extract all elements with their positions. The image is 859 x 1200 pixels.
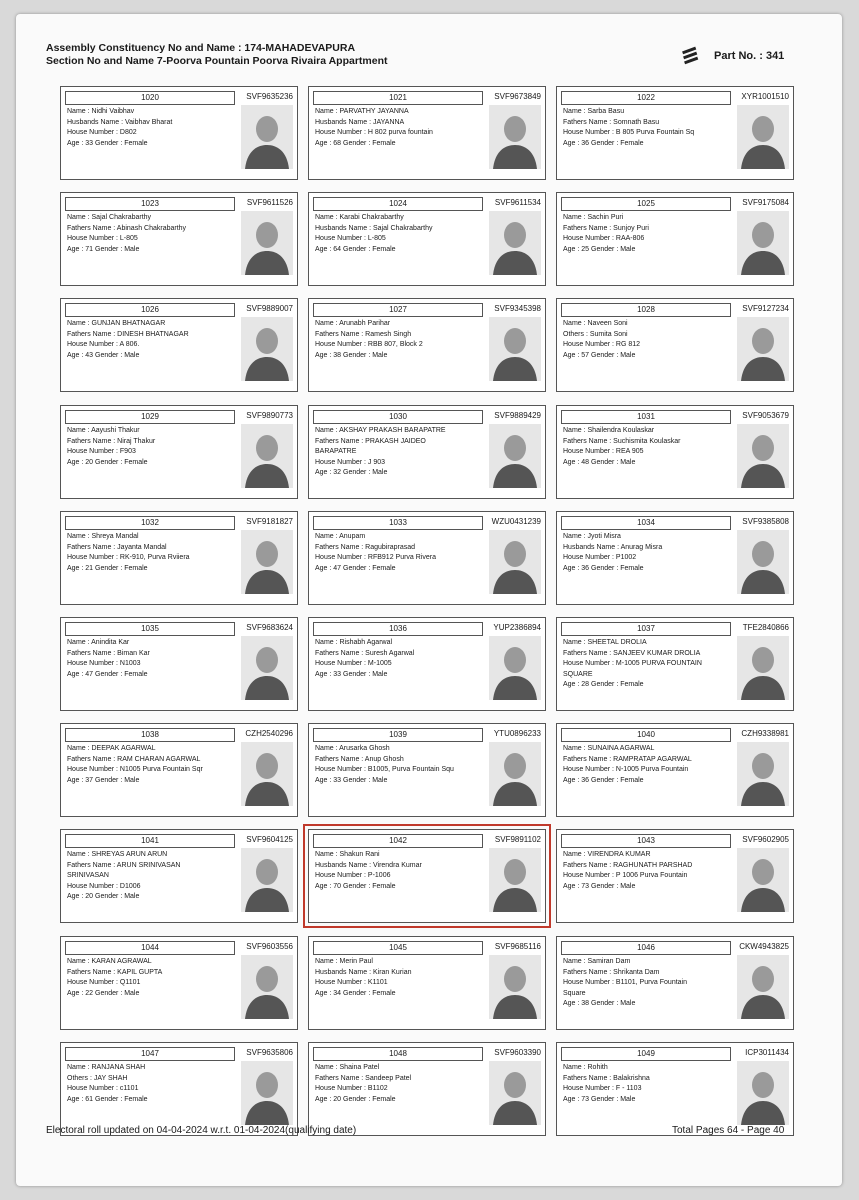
voter-detail-line: Husbands Name : Sajal Chakrabarthy [315,224,433,232]
voter-photo [737,1061,789,1125]
voter-card [60,192,298,286]
serial-number: 1048 [313,1047,483,1061]
voter-card [60,829,298,923]
epic-number: SVF9685116 [494,942,541,951]
voter-detail-line: Name : Rishabh Agarwal [315,639,393,646]
voter-photo [241,211,293,275]
voter-detail-line: Age : 38 Gender : Male [563,1000,636,1008]
voter-detail-line: Fathers Name : Balakrishna [563,1074,650,1082]
voter-photo [737,530,789,594]
voter-detail-line: Others : JAY SHAH [67,1074,128,1082]
voter-detail-line: House Number : RK-910, Purva Rviiera [67,554,190,562]
voter-photo [737,211,789,275]
voter-card [556,936,794,1030]
voter-detail-line: Husbands Name : Anurag Misra [563,543,663,551]
voter-detail-line: Fathers Name : RAGHUNATH PARSHAD [563,861,693,869]
voter-detail-line: Name : Shaina Patel [315,1064,380,1071]
voter-detail-line: Age : 47 Gender : Female [315,564,396,572]
voter-detail-line: Husbands Name : JAYANNA [315,118,405,126]
voter-details [315,638,485,680]
voter-detail-line: Fathers Name : RAMPRATAP AGARWAL [563,755,692,763]
voter-detail-line: Age : 36 Gender : Female [563,564,644,572]
voter-detail-line: Name : Naveen Soni [563,320,628,327]
voter-photo [241,424,293,488]
voter-detail-line: House Number : D802 [67,129,137,137]
voter-details [563,1063,733,1105]
epic-number: XYR1001510 [741,92,789,101]
serial-number: 1020 [65,91,235,105]
epic-number: SVF9175084 [742,198,789,207]
voter-detail-line: House Number : RFB912 Purva Rivera [315,554,436,562]
voter-detail-line: Name : Arusarka Ghosh [315,745,390,752]
voter-detail-line: Fathers Name : Ramesh Singh [315,330,412,338]
voter-photo [489,530,541,594]
voter-detail-line: Husbands Name : Kiran Kurian [315,968,412,976]
voter-detail-line: House Number : P1002 [563,554,637,562]
epic-number: WZU0431239 [491,517,541,526]
voter-details [315,213,485,255]
voter-detail-line: Age : 70 Gender : Female [315,882,396,890]
voter-details [563,957,733,1010]
voter-detail-line: Name : SHREYAS ARUN ARUN [67,851,168,858]
voter-card [556,405,794,499]
voter-detail-line: House Number : c1101 [67,1085,139,1093]
voter-details [563,744,733,786]
voter-photo [241,1061,293,1125]
voter-details [67,1063,237,1105]
voter-photo [489,636,541,700]
voter-detail-line: Name : Samiran Dam [563,958,631,965]
voter-detail-line: House Number : N1005 Purva Fountain Sqr [67,766,203,774]
voter-details [67,850,237,903]
voter-photo [489,955,541,1019]
voter-details [563,107,733,149]
voter-photo [489,211,541,275]
voter-detail-line: House Number : B1005, Purva Fountain Squ [315,766,454,774]
voter-card [556,617,794,711]
voter-detail-line: Fathers Name : SANJEEV KUMAR DROLIA [563,649,701,657]
voter-photo [241,848,293,912]
epic-number: CZH2540296 [245,729,293,738]
epic-number: SVF9603390 [494,1048,541,1057]
serial-number: 1040 [561,728,731,742]
epic-number: SVF9635236 [246,92,293,101]
voter-detail-line: House Number : B1102 [315,1085,388,1093]
voter-detail-line: House Number : F903 [67,448,136,456]
voter-detail-line: House Number : K1101 [315,979,388,987]
voter-detail-line: Name : DEEPAK AGARWAL [67,745,156,752]
voter-detail-line: Fathers Name : PRAKASH JAIDEO [315,437,426,445]
voter-card [60,723,298,817]
serial-number: 1037 [561,622,731,636]
voter-detail-line: Age : 32 Gender : Male [315,469,388,477]
voter-detail-line: Name : Sarba Basu [563,108,625,115]
voter-card [556,723,794,817]
epic-number: SVF9181827 [246,517,293,526]
serial-number: 1022 [561,91,731,105]
serial-number: 1047 [65,1047,235,1061]
footer-update-date: Electoral roll updated on 04-04-2024 w.r.t. 01-04-2024(qualifying date) [46,1125,357,1136]
serial-number: 1032 [65,516,235,530]
voter-detail-line: House Number : M-1005 PURVA FOUNTAIN [563,660,702,668]
voter-details [563,426,733,468]
voter-detail-line: Fathers Name : Suresh Agarwal [315,649,415,657]
voter-detail-line: House Number : RG 812 [563,341,641,349]
voter-detail-line: Age : 48 Gender : Male [563,458,636,466]
serial-number: 1021 [313,91,483,105]
epic-number: SVF9889429 [494,411,541,420]
voter-details [563,638,733,691]
voter-photo [241,742,293,806]
voter-detail-line: Name : PARVATHY JAYANNA [315,108,409,115]
voter-details [67,213,237,255]
epic-number: SVF9683624 [246,623,293,632]
serial-number: 1036 [313,622,483,636]
voter-detail-line: Age : 36 Gender : Female [563,139,644,147]
voter-detail-line: Name : Karabi Chakrabarthy [315,214,404,221]
voter-card [60,1042,298,1136]
voter-photo [241,530,293,594]
voter-details [67,532,237,574]
serial-number: 1046 [561,941,731,955]
voter-detail-line: House Number : RAA-806 [563,235,645,243]
voter-detail-line: House Number : M-1005 [315,660,392,668]
voter-details [315,1063,485,1105]
voter-detail-line: House Number : N1003 [67,660,141,668]
voter-photo [737,105,789,169]
voter-details [563,850,733,892]
epic-number: SVF9604125 [246,835,293,844]
voter-detail-line: Age : 22 Gender : Male [67,989,140,997]
voter-detail-line: Husbands Name : Virendra Kumar [315,861,422,869]
serial-number: 1049 [561,1047,731,1061]
epic-number: YUP2386894 [493,623,541,632]
voter-detail-line: House Number : P 1006 Purva Fountain [563,872,688,880]
voter-details [315,532,485,574]
voter-detail-line: Name : Aayushi Thakur [67,427,140,434]
voter-detail-line: Fathers Name : Niraj Thakur [67,437,156,445]
voter-detail-line: Name : Nidhi Vaibhav [67,108,135,115]
voter-detail-line: Fathers Name : Jayanta Mandal [67,543,167,551]
voter-detail-line: Square [563,989,586,997]
voter-photo [737,636,789,700]
epic-number: SVF9603556 [246,942,293,951]
voter-detail-line: Age : 33 Gender : Male [315,776,388,784]
voter-details [315,426,485,479]
serial-number: 1043 [561,834,731,848]
serial-number: 1029 [65,410,235,424]
voter-detail-line: Fathers Name : Ragubiraprasad [315,543,415,551]
voter-detail-line: Name : Jyoti Misra [563,533,621,540]
voter-card [308,86,546,180]
voter-card [60,86,298,180]
serial-number: 1028 [561,303,731,317]
epic-number: SVF9611526 [246,198,293,207]
voter-detail-line: Age : 25 Gender : Male [563,245,636,253]
voter-detail-line: Fathers Name : Suchismita Koulaskar [563,437,681,445]
voter-details [67,744,237,786]
voter-detail-line: Others : Sumita Soni [563,330,628,338]
voter-photo [737,848,789,912]
voter-detail-line: Name : AKSHAY PRAKASH BARAPATRE [315,427,446,434]
voter-detail-line: Name : Sajal Chakrabarthy [67,214,152,221]
epic-number: SVF9345398 [494,304,541,313]
part-number-block [680,46,784,66]
serial-number: 1031 [561,410,731,424]
voter-card [556,192,794,286]
voter-card [308,723,546,817]
voter-detail-line: Age : 33 Gender : Female [67,139,148,147]
voter-detail-line: House Number : N-1005 Purva Fountain [563,766,689,774]
voter-detail-line: House Number : Q1101 [67,979,141,987]
voter-detail-line: House Number : B1101, Purva Fountain [563,979,687,987]
voter-detail-line: Age : 28 Gender : Female [563,681,644,689]
voter-card [308,617,546,711]
epic-number: SVF9385808 [742,517,789,526]
epic-number: CZH9338981 [741,729,789,738]
voter-detail-line: Age : 20 Gender : Female [67,458,148,466]
serial-number: 1026 [65,303,235,317]
section-title: Section No and Name 7-Poorva Pountain Poorva Rivaira Appartment [46,55,388,67]
voter-details [315,107,485,149]
voter-card [556,86,794,180]
voter-detail-line: Fathers Name : Somnath Basu [563,118,660,126]
voter-detail-line: Fathers Name : KAPIL GUPTA [67,968,163,976]
voter-photo [737,317,789,381]
epic-number: SVF9891102 [494,835,541,844]
serial-number: 1035 [65,622,235,636]
epic-number: SVF9127234 [742,304,789,313]
constituency-title: Assembly Constituency No and Name : 174-MAHADEVAPURA [46,42,356,54]
voter-detail-line: Age : 47 Gender : Female [67,670,148,678]
epic-number: TFE2840866 [742,623,789,632]
voter-photo [489,1061,541,1125]
serial-number: 1038 [65,728,235,742]
voter-photo [489,848,541,912]
voter-detail-line: Name : SHEETAL DROLIA [563,639,647,646]
voter-detail-line: Age : 20 Gender : Male [67,893,140,901]
voter-photo [241,317,293,381]
voter-detail-line: Fathers Name : Sandeep Patel [315,1074,412,1082]
voter-card [308,405,546,499]
voter-detail-line: Age : 73 Gender : Male [563,882,636,890]
voter-detail-line: Age : 36 Gender : Female [563,776,644,784]
voter-card [308,936,546,1030]
voter-detail-line: Fathers Name : Shrikanta Dam [563,968,660,976]
voter-details [67,107,237,149]
voter-card [556,829,794,923]
epic-number: SVF9635806 [246,1048,293,1057]
voter-detail-line: Fathers Name : RAM CHARAN AGARWAL [67,755,201,763]
voter-photo [241,636,293,700]
serial-number: 1024 [313,197,483,211]
voter-detail-line: House Number : REA 905 [563,448,644,456]
epic-number: SVF9611534 [494,198,541,207]
voter-photo [489,742,541,806]
voter-detail-line: Age : 71 Gender : Male [67,245,140,253]
voter-detail-line: SQUARE [563,670,593,678]
voter-photo [489,105,541,169]
voter-detail-line: House Number : H 802 purva fountain [315,129,433,137]
voter-detail-line: House Number : B 805 Purva Fountain Sq [563,129,695,137]
voter-detail-line: Name : Rohith [563,1064,608,1071]
voter-detail-line: Age : 34 Gender : Female [315,989,396,997]
voter-detail-line: House Number : L-805 [67,235,138,243]
voter-detail-line: Age : 68 Gender : Female [315,139,396,147]
voter-card [60,936,298,1030]
voter-details [315,957,485,999]
voter-details [315,744,485,786]
voter-card [308,829,546,923]
voter-details [315,319,485,361]
voter-card [60,405,298,499]
voter-detail-line: Age : 64 Gender : Female [315,245,396,253]
voter-detail-line: Name : VIRENDRA KUMAR [563,851,651,858]
voter-detail-line: Fathers Name : ARUN SRINIVASAN [67,861,181,869]
voter-photo [489,317,541,381]
epic-number: CKW4943825 [739,942,789,951]
voter-detail-line: House Number : L-805 [315,235,386,243]
page-header [46,42,388,68]
voter-detail-line: House Number : F - 1103 [563,1085,642,1093]
serial-number: 1027 [313,303,483,317]
voter-details [563,319,733,361]
voter-details [563,213,733,255]
voter-detail-line: House Number : J 903 [315,458,386,466]
voter-detail-line: Name : Shailendra Koulaskar [563,427,655,434]
serial-number: 1025 [561,197,731,211]
voter-detail-line: House Number : RBB 807, Block 2 [315,341,423,349]
voter-details [67,426,237,468]
voter-card [308,192,546,286]
epic-number: SVF9053679 [742,411,789,420]
voter-details [315,850,485,892]
voter-card [60,298,298,392]
voter-detail-line: SRINIVASAN [67,872,109,880]
serial-number: 1041 [65,834,235,848]
voter-card [556,1042,794,1136]
voter-detail-line: Age : 61 Gender : Female [67,1095,148,1103]
serial-number: 1034 [561,516,731,530]
voter-card [60,617,298,711]
voter-photo [737,955,789,1019]
voter-detail-line: Name : Merin Paul [315,958,373,965]
voter-detail-line: Age : 43 Gender : Male [67,351,140,359]
voter-detail-line: House Number : P-1006 [315,872,391,880]
voter-detail-line: Name : SUNAINA AGARWAL [563,745,655,752]
voter-detail-line: Name : RANJANA SHAH [67,1064,146,1071]
voter-detail-line: Name : Anupam [315,533,366,540]
serial-number: 1044 [65,941,235,955]
epic-number: SVF9673849 [494,92,541,101]
epic-number: ICP3011434 [745,1048,789,1057]
voter-photo [241,105,293,169]
voter-details [563,532,733,574]
epic-number: YTU0896233 [493,729,541,738]
serial-number: 1042 [313,834,483,848]
voter-details [67,319,237,361]
voter-detail-line: Name : Sachin Puri [563,214,624,221]
voter-detail-line: Name : Anindita Kar [67,639,130,646]
voter-detail-line: Name : Shakun Rani [315,851,380,858]
voter-detail-line: Age : 20 Gender : Female [315,1095,396,1103]
voter-detail-line: Age : 73 Gender : Male [563,1095,636,1103]
voter-detail-line: Age : 33 Gender : Male [315,670,388,678]
voter-detail-line: Fathers Name : Sunjoy Puri [563,224,649,232]
serial-number: 1023 [65,197,235,211]
voter-detail-line: Fathers Name : DINESH BHATNAGAR [67,330,189,338]
voter-detail-line: Name : Arunabh Parihar [315,320,391,327]
voter-photo [737,742,789,806]
epic-number: SVF9889007 [246,304,293,313]
epic-number: SVF9890773 [246,411,293,420]
election-commission-logo-icon [680,46,700,66]
voter-detail-line: Age : 37 Gender : Male [67,776,140,784]
voter-card [556,298,794,392]
voter-detail-line: Name : GUNJAN BHATNAGAR [67,320,166,327]
voter-detail-line: Fathers Name : Abinash Chakrabarthy [67,224,187,232]
voter-detail-line: Age : 57 Gender : Male [563,351,636,359]
epic-number: SVF9602905 [742,835,789,844]
voter-details [67,638,237,680]
voter-details [67,957,237,999]
footer-page-count: Total Pages 64 - Page 40 [672,1125,785,1136]
voter-card [556,511,794,605]
voter-detail-line: House Number : D1006 [67,882,141,890]
serial-number: 1045 [313,941,483,955]
voter-detail-line: Fathers Name : Biman Kar [67,649,150,657]
voter-detail-line: Name : KARAN AGRAWAL [67,958,152,965]
voter-card [308,1042,546,1136]
voter-detail-line: House Number : A 806. [67,341,140,349]
voter-photo [737,424,789,488]
part-number: Part No. : 341 [714,50,785,62]
voter-detail-line: Fathers Name : Anup Ghosh [315,755,404,763]
voter-card [308,298,546,392]
voter-photo [489,424,541,488]
voter-detail-line: Name : Shreya Mandal [67,533,139,540]
serial-number: 1039 [313,728,483,742]
voter-card [308,511,546,605]
voter-card [60,511,298,605]
voter-detail-line: Age : 21 Gender : Female [67,564,148,572]
voter-detail-line: Age : 38 Gender : Male [315,351,388,359]
voter-detail-line: Husbands Name : Vaibhav Bharat [67,118,173,126]
serial-number: 1033 [313,516,483,530]
voter-photo [241,955,293,1019]
voter-detail-line: BARAPATRE [315,448,357,456]
serial-number: 1030 [313,410,483,424]
